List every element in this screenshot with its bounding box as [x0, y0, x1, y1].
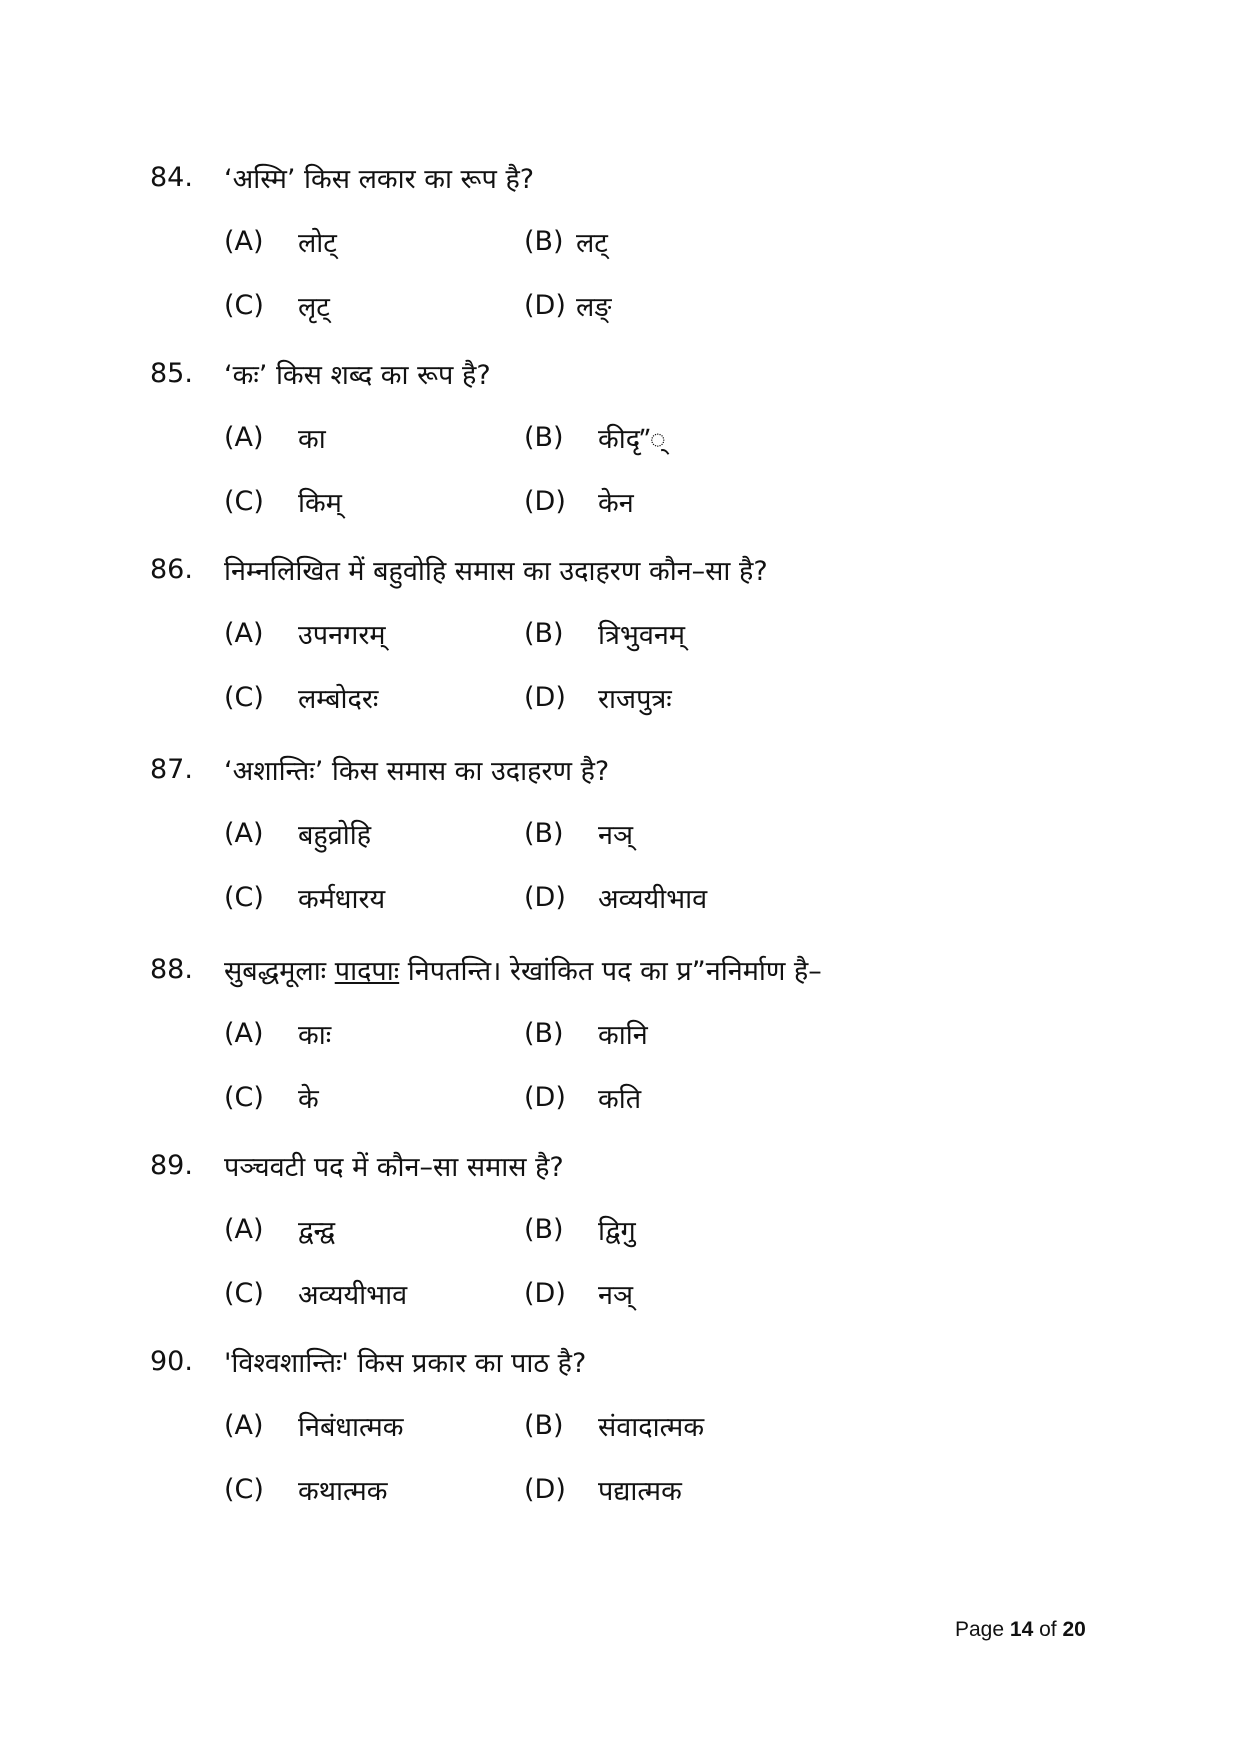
option-c — [224, 1466, 387, 1512]
option-label: (D) — [524, 881, 566, 913]
options-row — [224, 874, 924, 920]
option-text: नञ् — [598, 1279, 634, 1311]
options-row — [224, 1206, 924, 1252]
question-number: 87. — [150, 753, 193, 785]
option-text: राजपुत्रः — [598, 683, 672, 715]
question-text: 'विश्वशान्तिः' किस प्रकार का पाठ है? — [224, 1347, 587, 1379]
options-row — [224, 282, 924, 328]
question-number: 85. — [150, 357, 193, 389]
option-c — [224, 282, 330, 328]
options-row — [224, 1270, 924, 1316]
option-text: लृट् — [298, 291, 330, 323]
option-a — [224, 810, 371, 856]
option-text: लोट् — [298, 227, 337, 259]
option-text: द्विगु — [598, 1215, 636, 1247]
question-text: पञ्चवटी पद में कौन–सा समास है? — [224, 1151, 564, 1183]
option-label: (A) — [224, 1017, 264, 1049]
option-label: (B) — [524, 225, 564, 257]
option-text: लङ् — [576, 291, 612, 323]
question-row — [150, 946, 822, 992]
option-b — [524, 218, 608, 264]
option-label: (C) — [224, 1473, 264, 1505]
option-c — [224, 1074, 319, 1120]
option-b — [524, 1010, 648, 1056]
option-a — [224, 1402, 403, 1448]
question-row — [150, 546, 768, 592]
question-text: निम्नलिखित में बहुवोहि समास का उदाहरण कौन–सा है? — [224, 555, 768, 587]
question-number: 90. — [150, 1345, 193, 1377]
question-85 — [150, 350, 1150, 540]
options-row — [224, 1402, 924, 1448]
option-text: लट् — [576, 227, 608, 259]
option-text: कति — [598, 1083, 642, 1115]
option-text: त्रिभुवनम् — [598, 619, 686, 651]
option-text: किम् — [298, 487, 342, 519]
question-text: ‘कः’ किस शब्द का रूप है? — [224, 359, 491, 391]
options-row — [224, 1010, 924, 1056]
option-label: (B) — [524, 1017, 564, 1049]
option-label: (A) — [224, 1213, 264, 1245]
option-text: निबंधात्मक — [298, 1411, 404, 1443]
option-text: लम्बोदरः — [298, 683, 379, 715]
question-text — [224, 951, 822, 988]
option-d — [524, 874, 707, 920]
question-87 — [150, 746, 1150, 936]
option-b — [524, 810, 633, 856]
option-text: उपनगरम् — [298, 619, 386, 651]
question-text-before: सुबद्धमूलाः — [224, 955, 335, 987]
option-label: (C) — [224, 1277, 264, 1309]
option-label: (D) — [524, 1473, 566, 1505]
option-b — [524, 1206, 636, 1252]
option-text: कीदृ”‍् — [598, 423, 666, 455]
option-label: (C) — [224, 485, 264, 517]
question-row — [150, 746, 609, 792]
current-page-number: 14 — [1009, 1618, 1034, 1641]
options-row — [224, 414, 924, 460]
option-text: द्वन्द्व — [298, 1215, 336, 1247]
option-text: पद्यात्मक — [598, 1475, 682, 1507]
underlined-word: पादपाः — [334, 955, 400, 987]
question-row — [150, 350, 491, 396]
question-text-after: निपतन्ति। रेखांकित पद का प्र”ननिर्माण है– — [399, 955, 822, 987]
option-label: (D) — [524, 1277, 566, 1309]
option-d — [524, 1074, 641, 1120]
options-row — [224, 218, 924, 264]
option-text: अव्ययीभाव — [598, 883, 708, 915]
option-label: (B) — [524, 1213, 564, 1245]
page-word: Page — [955, 1618, 1005, 1641]
question-86 — [150, 546, 1150, 736]
option-text: के — [298, 1083, 319, 1115]
option-label: (C) — [224, 681, 264, 713]
option-text: कथात्मक — [298, 1475, 388, 1507]
option-text: बहुव्रोहि — [298, 819, 372, 851]
option-label: (B) — [524, 817, 564, 849]
option-text: संवादात्मक — [598, 1411, 705, 1443]
question-84 — [150, 154, 1150, 344]
option-d — [524, 674, 672, 720]
question-88 — [150, 946, 1150, 1136]
option-label: (D) — [524, 681, 566, 713]
option-label: (B) — [524, 617, 564, 649]
option-label: (C) — [224, 289, 264, 321]
options-row — [224, 674, 924, 720]
option-c — [224, 674, 378, 720]
option-c — [224, 874, 385, 920]
option-text: नञ् — [598, 819, 634, 851]
page-number-footer — [955, 1618, 1086, 1642]
question-90 — [150, 1338, 1150, 1528]
question-89 — [150, 1142, 1150, 1332]
question-number: 89. — [150, 1149, 193, 1181]
question-number: 88. — [150, 953, 193, 985]
option-label: (B) — [524, 421, 564, 453]
option-label: (C) — [224, 881, 264, 913]
options-row — [224, 810, 924, 856]
question-number: 84. — [150, 161, 193, 193]
of-word: of — [1039, 1618, 1057, 1641]
option-a — [224, 610, 386, 656]
option-a — [224, 414, 326, 460]
options-row — [224, 1074, 924, 1120]
question-text: ‘अशान्तिः’ किस समास का उदाहरण है? — [224, 755, 610, 787]
option-d — [524, 282, 612, 328]
option-text: कर्मधारय — [298, 883, 386, 915]
options-row — [224, 1466, 924, 1512]
option-label: (A) — [224, 225, 264, 257]
option-b — [524, 1402, 704, 1448]
option-a — [224, 1206, 335, 1252]
option-a — [224, 218, 337, 264]
option-d — [524, 1270, 633, 1316]
option-text: केन — [598, 487, 634, 519]
option-label: (C) — [224, 1081, 264, 1113]
option-b — [524, 610, 685, 656]
options-row — [224, 610, 924, 656]
option-d — [524, 478, 634, 524]
option-c — [224, 1270, 407, 1316]
option-label: (A) — [224, 617, 264, 649]
option-b — [524, 414, 666, 460]
total-pages-number: 20 — [1062, 1618, 1086, 1641]
option-text: काः — [298, 1019, 332, 1051]
question-row — [150, 1338, 586, 1384]
question-number: 86. — [150, 553, 193, 585]
option-label: (D) — [524, 485, 566, 517]
option-label: (A) — [224, 817, 264, 849]
option-label: (D) — [524, 289, 566, 321]
option-label: (A) — [224, 421, 264, 453]
option-text: का — [298, 423, 326, 455]
option-text: अव्ययीभाव — [298, 1279, 408, 1311]
option-label: (D) — [524, 1081, 566, 1113]
option-label: (A) — [224, 1409, 264, 1441]
option-c — [224, 478, 342, 524]
option-text: कानि — [598, 1019, 648, 1051]
options-row — [224, 478, 924, 524]
option-label: (B) — [524, 1409, 564, 1441]
option-d — [524, 1466, 682, 1512]
option-a — [224, 1010, 331, 1056]
question-row — [150, 154, 534, 200]
question-row — [150, 1142, 564, 1188]
question-text: ‘अस्मि’ किस लकार का रूप है? — [224, 163, 535, 195]
